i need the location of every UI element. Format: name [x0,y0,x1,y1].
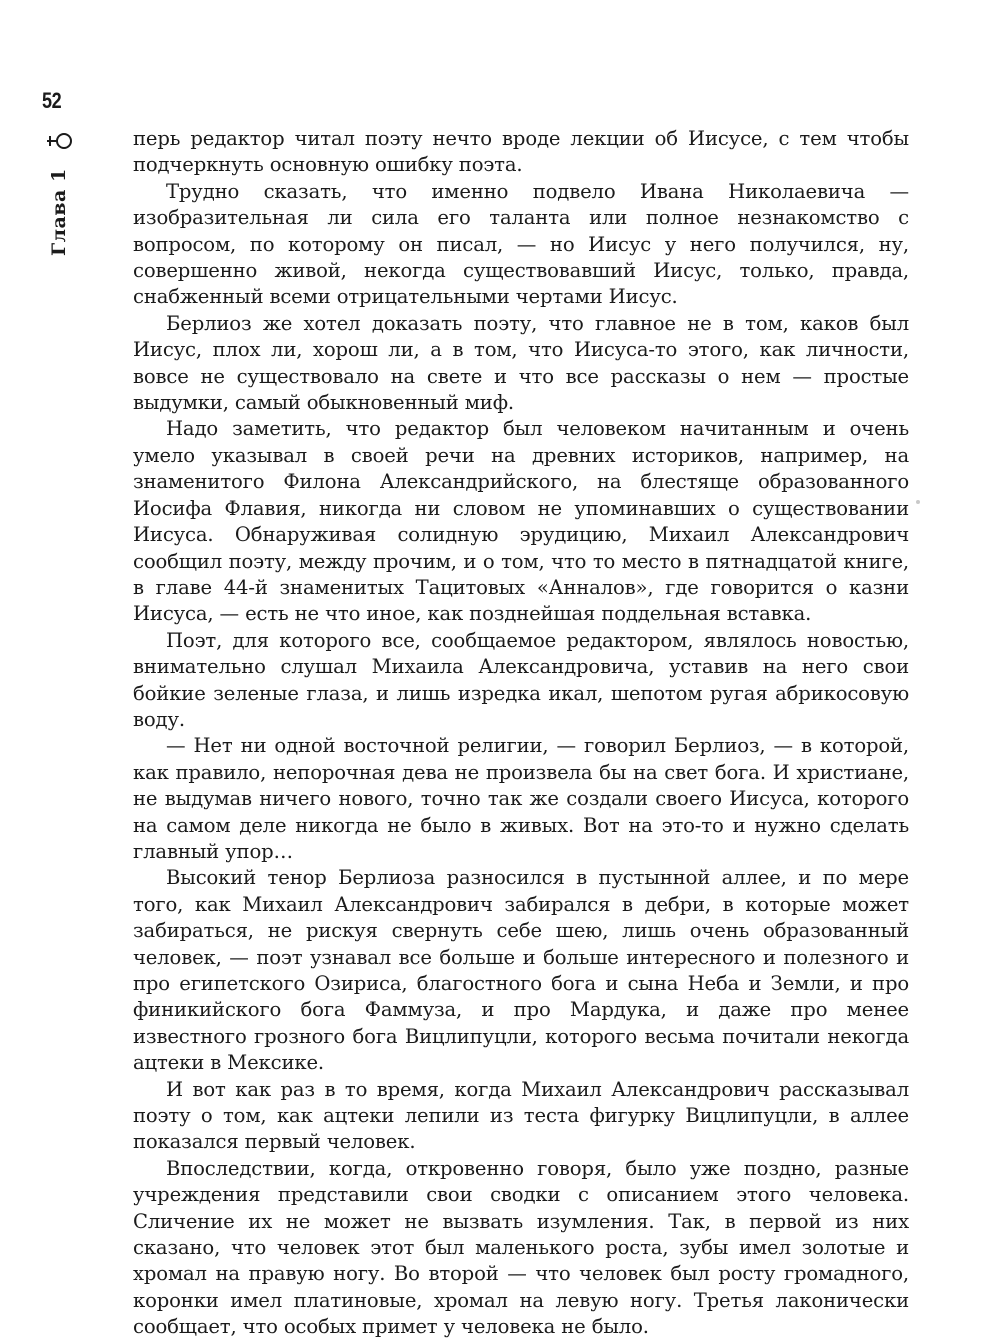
running-head [48,130,88,270]
paragraph: перь редактор читал поэту нечто вроде лекции об Иисусе, с тем чтобы подчеркнуть основную ошибку поэта. [133,127,909,177]
paragraph: Берлиоз же хотел доказать поэту, что главное не в том, каков был Иисус, плох ли, хорош ли, а в том, что Иисуса-то этого, как личности, вовсе не существовало на свете и что все рассказы о нем — простые выдумки, самый обыкновенный миф. [133,311,909,415]
chapter-label: Глава 1 [48,168,70,256]
paragraph: Надо заметить, что редактор был человеком начитанным и очень умело указывал в своей речи на древних историков, например, на знаменитого Филона Александрийского, на блестяще образованного Иосифа Флавия, никогда ни словом не упоминавших о существовании Иисуса. Обнаруживая солидную эрудицию, Михаил Александрович сообщил поэту, между прочим, и о том, что то место в пятнадцатой книге, в главе 44-й знаменитых Тацитовых «Анналов», где говорится о казни Иисуса, — есть не что иное, как позднейшая поддельная вставка. [133,417,909,626]
scan-speck [916,500,920,504]
paragraph: И вот как раз в то время, когда Михаил Александрович рассказывал поэту о том, как ацтеки лепили из теста фигурку Вицлипуцли, в аллее показался первый человек. [133,1077,909,1154]
paragraph: Поэт, для которого все, сообщаемое редактором, являлось новостью, внимательно слушал Михаила Александровича, уставив на него свои бойкие зеленые глаза, и лишь изредка икал, шепотом ругая абрикосовую воду. [133,628,909,731]
body-text [133,126,909,1341]
paragraph: Высокий тенор Берлиоза разносился в пустынной аллее, и по мере того, как Михаил Александрович забирался в дебри, в которые может забираться, не рискуя свернуть себе шею, лишь очень образованный человек, — поэт узнавал все больше и больше интересного и полезного и про египетского Озириса, благостного бога и сына Неба и Земли, и про финикийского бога Фаммуза, и про Мардука, и даже про менее известного грозного бога Вицлипуцли, которого весьма почитали некогда ацтеки в Мексике. [133,866,909,1075]
page-number: 52 [42,88,62,113]
paragraph: Трудно сказать, что именно подвело Ивана Николаевича — изобразительная ли сила его таланта или полное незнакомство с вопросом, по которому он писал, — но Иисус у него получился, ну, совершенно живой, некогда существовавший Иисус, только, правда, снабженный всеми отрицательными чертами Иисус. [133,179,909,309]
venus-ornament-icon [46,130,76,160]
paragraph: — Нет ни одной восточной религии, — говорил Берлиоз, — в которой, как правило, непорочная дева не произвела бы на свет бога. И христиане, не выдумав ничего нового, точно так же создали своего Иисуса, которого на самом деле никогда не было в живых. Вот на это-то и нужно сделать главный упор… [133,734,909,863]
paragraph: Впоследствии, когда, откровенно говоря, было уже поздно, разные учреждения представили свои сводки с описанием этого человека. Сличение их не может не вызвать изумления. Так, в первой из них сказано, что человек этот был маленького роста, зубы имел золотые и хромал на правую ногу. Во второй — что человек был росту громадного, коронки имел платиновые, хромал на левую ногу. Третья лаконически сообщает, что особых примет у человека не было. [133,1156,909,1339]
